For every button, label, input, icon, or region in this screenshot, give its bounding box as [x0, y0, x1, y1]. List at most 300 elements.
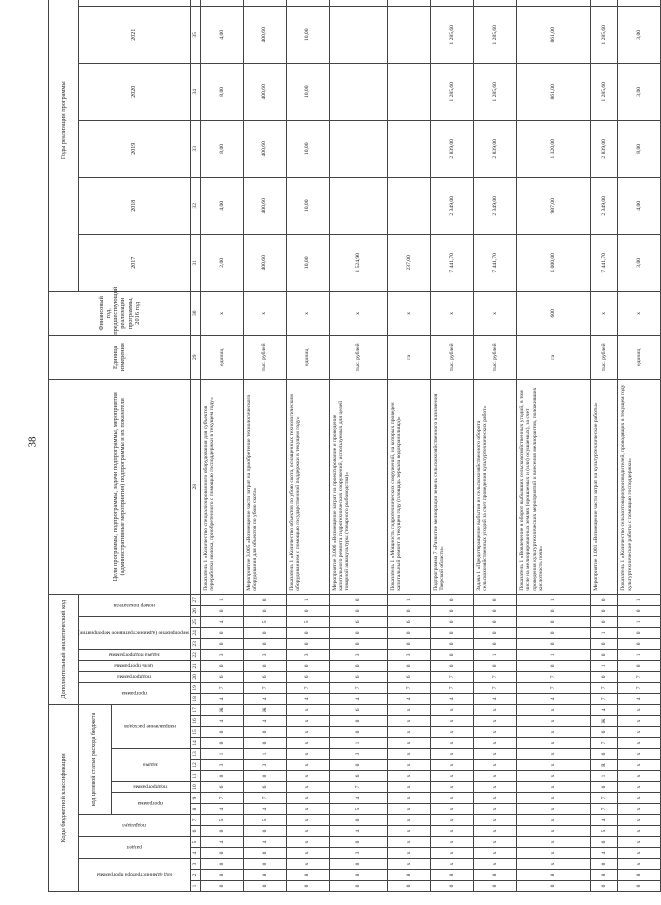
code-cell: 7: [590, 693, 617, 704]
year-value-cell: 2 839,00: [590, 120, 617, 177]
code-cell: x: [516, 804, 590, 815]
code-cell: 0: [200, 660, 243, 671]
code-cell: 0: [590, 782, 617, 793]
code-cell: x: [286, 793, 329, 804]
code-cell: 0: [590, 837, 617, 848]
code-cell: 0: [430, 594, 473, 605]
column-number: 11: [190, 771, 200, 782]
code-cell: x: [430, 749, 473, 760]
year-value-cell: [516, 0, 590, 6]
code-cell: 8: [516, 870, 590, 881]
table-row: [516, 0, 590, 892]
header-podprogramma: подпрограмма: [111, 782, 190, 793]
code-cell: x: [387, 738, 430, 749]
code-cell: x: [516, 716, 590, 727]
code-cell: x: [473, 815, 516, 826]
year-value-cell: [387, 177, 430, 234]
code-cell: 0: [590, 605, 617, 616]
header-fin-year: Финансовый год, предшествующий реализации программы, 2016 год: [49, 291, 191, 335]
code-cell: x: [286, 804, 329, 815]
code-cell: x: [430, 793, 473, 804]
code-cell: x: [618, 782, 661, 793]
column-number: 14: [190, 738, 200, 749]
column-number: 33: [190, 120, 200, 177]
column-number: 20: [190, 671, 200, 682]
code-cell: x: [516, 848, 590, 859]
column-number: 30: [190, 291, 200, 335]
code-cell: 3: [200, 649, 243, 660]
column-number: 13: [190, 749, 200, 760]
header-year-2021: 2021: [78, 6, 190, 63]
year-value-cell: 7 441,70: [473, 234, 516, 291]
code-cell: x: [618, 837, 661, 848]
code-cell: 5: [286, 616, 329, 627]
code-cell: x: [430, 704, 473, 715]
code-cell: 0: [329, 716, 387, 727]
year-value-cell: 10,00: [286, 63, 329, 120]
year-value-cell: [329, 120, 387, 177]
code-cell: x: [387, 760, 430, 771]
code-cell: 0: [430, 649, 473, 660]
column-number: 16: [190, 716, 200, 727]
unit-cell: тыс. рублей: [243, 335, 286, 379]
year-value-cell: 2 349,00: [430, 177, 473, 234]
code-cell: 1: [618, 616, 661, 627]
code-cell: x: [473, 704, 516, 715]
header-name: Цели программы, подпрограммы, задачи подпрограммы, мероприятия (административные мероприятия) подпрограммы и их показатели: [49, 379, 191, 594]
year-value-cell: 4,00: [200, 6, 243, 63]
code-cell: 0: [243, 848, 286, 859]
column-number: 24: [190, 627, 200, 638]
year-value-cell: 400,60: [243, 234, 286, 291]
code-cell: 7: [590, 738, 617, 749]
year-value-cell: 10,00: [286, 120, 329, 177]
code-cell: 0: [200, 771, 243, 782]
code-cell: x: [516, 826, 590, 837]
code-cell: x: [286, 815, 329, 826]
code-cell: 6: [200, 671, 243, 682]
code-cell: 0: [243, 771, 286, 782]
code-cell: 7: [329, 782, 387, 793]
year-value-cell: 8,00: [200, 120, 243, 177]
year-value-cell: 400,60: [243, 120, 286, 177]
code-cell: x: [473, 738, 516, 749]
code-cell: x: [516, 760, 590, 771]
code-cell: 0: [329, 594, 387, 605]
table-row: [618, 0, 661, 892]
fin-year-cell: 600: [516, 291, 590, 335]
code-cell: 0: [243, 605, 286, 616]
fin-year-cell: x: [473, 291, 516, 335]
year-value-cell: 400,60: [243, 63, 286, 120]
code-cell: x: [387, 716, 430, 727]
header-years: Годы реализации программы: [49, 0, 79, 291]
code-cell: 4: [200, 837, 243, 848]
header-dop-zadacha: задача подпрограммы: [78, 649, 190, 660]
code-cell: 0: [286, 881, 329, 892]
year-value-cell: 237,00: [387, 234, 430, 291]
code-cell: x: [473, 848, 516, 859]
code-cell: x: [516, 771, 590, 782]
code-cell: x: [286, 727, 329, 738]
code-cell: 7: [473, 682, 516, 693]
code-cell: 1: [200, 594, 243, 605]
table-row: [243, 0, 286, 892]
code-cell: 6: [243, 782, 286, 793]
code-cell: 6: [329, 671, 387, 682]
code-cell: 7: [329, 682, 387, 693]
year-value-cell: 8,00: [200, 63, 243, 120]
header-year-2018: 2018: [78, 177, 190, 234]
name-cell: Подпрограмма 7 «Развитие мелиорации земель сельскохозяйственного назначения Тверской области»: [430, 379, 473, 594]
year-value-cell: 400,60: [243, 6, 286, 63]
code-cell: x: [286, 837, 329, 848]
code-cell: 4: [618, 693, 661, 704]
code-cell: 4: [200, 616, 243, 627]
code-cell: 0: [387, 660, 430, 671]
year-value-cell: 3,00: [618, 63, 661, 120]
code-cell: x: [618, 793, 661, 804]
code-cell: 0: [590, 881, 617, 892]
year-value-cell: 987,00: [516, 177, 590, 234]
code-cell: 7: [243, 682, 286, 693]
name-cell: Мероприятие 3.005 «Возмещение части затрат на приобретение технологического оборудования для объектов по убою скота»: [243, 379, 286, 594]
column-number: 26: [190, 605, 200, 616]
table-container: [48, 22, 642, 892]
year-value-cell: 3,00: [618, 234, 661, 291]
code-cell: 6: [590, 727, 617, 738]
code-cell: 5: [243, 616, 286, 627]
code-cell: x: [618, 749, 661, 760]
column-number: 8: [190, 804, 200, 815]
code-cell: 4: [200, 716, 243, 727]
code-cell: 1: [387, 594, 430, 605]
code-cell: 4: [243, 693, 286, 704]
code-cell: 0: [243, 638, 286, 649]
code-cell: 0: [473, 594, 516, 605]
code-cell: x: [286, 859, 329, 870]
code-cell: 0: [590, 649, 617, 660]
fin-year-cell: x: [243, 291, 286, 335]
year-value-cell: [387, 0, 430, 6]
fin-year-cell: x: [329, 291, 387, 335]
code-cell: x: [473, 804, 516, 815]
code-cell: 0: [200, 859, 243, 870]
code-cell: 1: [618, 594, 661, 605]
code-cell: 0: [618, 660, 661, 671]
code-cell: x: [516, 815, 590, 826]
unit-cell: тыс. рублей: [430, 335, 473, 379]
code-cell: 1: [516, 594, 590, 605]
code-cell: 0: [200, 826, 243, 837]
code-cell: 3: [387, 649, 430, 660]
code-cell: 1: [286, 594, 329, 605]
code-cell: x: [387, 815, 430, 826]
code-cell: 7: [430, 671, 473, 682]
code-cell: 0: [387, 627, 430, 638]
code-cell: x: [430, 804, 473, 815]
table-row: [329, 0, 387, 892]
code-cell: 0: [618, 638, 661, 649]
code-cell: 0: [473, 627, 516, 638]
year-value-cell: 861,00: [516, 6, 590, 63]
code-cell: x: [387, 727, 430, 738]
code-cell: 4: [473, 693, 516, 704]
code-cell: 0: [329, 660, 387, 671]
code-cell: x: [618, 704, 661, 715]
code-cell: x: [286, 760, 329, 771]
header-dop-tsel: цель программы: [78, 660, 190, 671]
year-value-cell: [329, 177, 387, 234]
code-cell: 0: [286, 660, 329, 671]
page-number: 38: [26, 436, 39, 448]
code-cell: x: [286, 716, 329, 727]
code-cell: 6: [329, 704, 387, 715]
column-number: 19: [190, 682, 200, 693]
code-cell: 0: [473, 638, 516, 649]
code-cell: x: [387, 704, 430, 715]
code-cell: 0: [329, 638, 387, 649]
code-cell: 0: [243, 627, 286, 638]
year-value-cell: 4,00: [618, 177, 661, 234]
code-cell: x: [387, 859, 430, 870]
code-cell: x: [516, 704, 590, 715]
code-cell: 3: [329, 649, 387, 660]
code-cell: 0: [286, 605, 329, 616]
code-cell: 8: [473, 870, 516, 881]
code-cell: 4: [329, 793, 387, 804]
code-cell: 7: [286, 682, 329, 693]
code-cell: x: [387, 837, 430, 848]
code-cell: 0: [473, 605, 516, 616]
code-cell: x: [430, 815, 473, 826]
code-cell: x: [618, 727, 661, 738]
code-cell: 7: [516, 682, 590, 693]
year-value-cell: 2,00: [200, 234, 243, 291]
code-cell: 0: [329, 815, 387, 826]
code-cell: x: [387, 793, 430, 804]
code-cell: 0: [516, 638, 590, 649]
code-cell: 3: [329, 848, 387, 859]
code-cell: 7: [618, 682, 661, 693]
code-cell: x: [430, 716, 473, 727]
code-cell: 4: [430, 693, 473, 704]
code-cell: 6: [243, 671, 286, 682]
code-cell: 4: [590, 815, 617, 826]
code-cell: 0: [430, 881, 473, 892]
code-cell: 0: [243, 594, 286, 605]
header-tselevaya: код целевой статьи расхода бюджета: [78, 704, 111, 814]
code-cell: 8: [243, 870, 286, 881]
header-year-2022: [78, 0, 190, 6]
table-row: [200, 0, 243, 892]
code-cell: x: [387, 848, 430, 859]
code-cell: 0: [590, 671, 617, 682]
column-number: 10: [190, 782, 200, 793]
code-cell: x: [387, 826, 430, 837]
column-number: 5: [190, 837, 200, 848]
code-cell: 7: [618, 671, 661, 682]
code-cell: 0: [286, 638, 329, 649]
name-cell: Показатель 1 «Мощность гидротехнических сооружений, на которых проведен капитальный ремонт в текущем году (площадь зеркала водохранилища)»: [387, 379, 430, 594]
year-value-cell: 3,00: [618, 6, 661, 63]
code-cell: 8: [329, 870, 387, 881]
code-cell: 6: [200, 782, 243, 793]
code-cell: 6: [286, 671, 329, 682]
code-cell: x: [618, 826, 661, 837]
name-cell: Мероприятие 1.001 «Возмещение части затрат на культуртехнические работы»: [590, 379, 617, 594]
code-cell: x: [430, 760, 473, 771]
column-number: 34: [190, 63, 200, 120]
code-cell: 3: [286, 649, 329, 660]
column-number: 21: [190, 660, 200, 671]
code-cell: x: [516, 738, 590, 749]
column-number: 7: [190, 815, 200, 826]
code-cell: x: [516, 837, 590, 848]
code-cell: x: [430, 727, 473, 738]
code-cell: 4: [286, 693, 329, 704]
code-cell: 7: [473, 671, 516, 682]
column-number: 3: [190, 859, 200, 870]
unit-cell: единиц: [286, 335, 329, 379]
code-cell: Ж: [590, 716, 617, 727]
code-cell: x: [473, 749, 516, 760]
fin-year-cell: x: [618, 291, 661, 335]
code-cell: 7: [590, 682, 617, 693]
code-cell: 0: [243, 738, 286, 749]
column-number: 9: [190, 793, 200, 804]
column-number: 1: [190, 881, 200, 892]
code-cell: 4: [200, 693, 243, 704]
name-cell: Показатель 1 «Вовлечение в оборот выбывших сельскохозяйственных угодий, в том числе на мелиорированных землях (орошаемых и (или) осушаемых), за счет проведения культуртехнических мероприятий и внесения мелиорантов, положивших кислотность почв»: [516, 379, 590, 594]
code-cell: x: [430, 771, 473, 782]
code-cell: 0: [590, 749, 617, 760]
year-value-cell: 2 839,00: [473, 120, 516, 177]
code-cell: x: [618, 859, 661, 870]
year-value-cell: 2 349,00: [590, 177, 617, 234]
code-cell: 0: [618, 605, 661, 616]
year-value-cell: 1 285,60: [473, 6, 516, 63]
code-cell: x: [618, 804, 661, 815]
header-unit: Единица измерения: [49, 335, 191, 379]
code-cell: 1: [590, 771, 617, 782]
code-cell: 0: [243, 660, 286, 671]
name-cell: Показатель 1 «Количество объектов по убою скота, оснащенных технологическим оборудованием с помощью государственной поддержки в текущем году»: [286, 379, 329, 594]
code-cell: 8: [387, 870, 430, 881]
code-cell: 7: [516, 671, 590, 682]
code-cell: 7: [590, 793, 617, 804]
year-value-cell: [430, 0, 473, 6]
code-cell: 0: [286, 627, 329, 638]
code-cell: Ж: [243, 704, 286, 715]
code-cell: 0: [430, 638, 473, 649]
code-cell: 0: [590, 859, 617, 870]
code-cell: x: [473, 859, 516, 870]
column-number: 32: [190, 177, 200, 234]
year-value-cell: 2 839,00: [430, 120, 473, 177]
code-cell: 6: [387, 671, 430, 682]
code-cell: 0: [243, 727, 286, 738]
code-cell: x: [286, 782, 329, 793]
fin-year-cell: x: [590, 291, 617, 335]
code-cell: x: [387, 782, 430, 793]
year-value-cell: [387, 120, 430, 177]
code-cell: 0: [387, 638, 430, 649]
code-cell: x: [618, 738, 661, 749]
code-cell: 0: [430, 616, 473, 627]
code-cell: 0: [329, 627, 387, 638]
unit-cell: тыс. рублей: [473, 335, 516, 379]
column-number: 23: [190, 638, 200, 649]
code-cell: 0: [243, 859, 286, 870]
code-cell: 0: [387, 605, 430, 616]
code-cell: 0: [329, 837, 387, 848]
code-cell: 5: [590, 826, 617, 837]
code-cell: x: [618, 760, 661, 771]
code-cell: 0: [516, 627, 590, 638]
code-cell: x: [473, 826, 516, 837]
code-cell: 4: [243, 837, 286, 848]
year-value-cell: 2 349,00: [473, 177, 516, 234]
code-cell: 0: [200, 738, 243, 749]
header-dop-meropr: мероприятие (административное мероприятие): [78, 616, 190, 649]
code-cell: x: [618, 771, 661, 782]
header-year-2020: 2020: [78, 63, 190, 120]
header-dop-nomer: номер показателя: [78, 594, 190, 616]
code-cell: 4: [243, 804, 286, 815]
code-cell: 0: [430, 660, 473, 671]
code-cell: 7: [430, 682, 473, 693]
code-cell: 6: [329, 771, 387, 782]
column-number: 29: [190, 335, 200, 379]
year-value-cell: 1 285,60: [590, 6, 617, 63]
code-cell: 0: [430, 627, 473, 638]
year-value-cell: [473, 0, 516, 6]
code-cell: 1: [590, 660, 617, 671]
unit-cell: га: [387, 335, 430, 379]
table-row: [590, 0, 617, 892]
code-cell: 8: [590, 870, 617, 881]
code-cell: 0: [430, 605, 473, 616]
code-cell: 0: [473, 660, 516, 671]
year-value-cell: 1 285,60: [430, 63, 473, 120]
name-cell: Показатель 1 «Количество сельхозтоваропроизводителей, проводящих в текущем году культуртехнические работы с помощью господдержки»: [618, 379, 661, 594]
code-cell: 7: [200, 793, 243, 804]
year-value-cell: [329, 6, 387, 63]
column-number: 18: [190, 693, 200, 704]
code-cell: x: [430, 837, 473, 848]
year-value-cell: 1 524,90: [329, 234, 387, 291]
code-cell: x: [516, 859, 590, 870]
code-cell: x: [473, 782, 516, 793]
header-napravlenie: направление расходов: [111, 704, 190, 748]
unit-cell: тыс. рублей: [329, 335, 387, 379]
unit-cell: единиц: [200, 335, 243, 379]
column-number: 12: [190, 760, 200, 771]
code-cell: 4: [329, 693, 387, 704]
code-cell: 3: [329, 749, 387, 760]
code-cell: 8: [286, 870, 329, 881]
code-cell: 1: [473, 649, 516, 660]
fin-year-cell: x: [286, 291, 329, 335]
year-value-cell: 1 285,60: [590, 63, 617, 120]
code-cell: 5: [243, 815, 286, 826]
code-cell: 4: [590, 848, 617, 859]
year-value-cell: 10,00: [286, 177, 329, 234]
code-cell: 0: [516, 605, 590, 616]
year-value-cell: 400,60: [243, 177, 286, 234]
code-cell: 0: [473, 616, 516, 627]
